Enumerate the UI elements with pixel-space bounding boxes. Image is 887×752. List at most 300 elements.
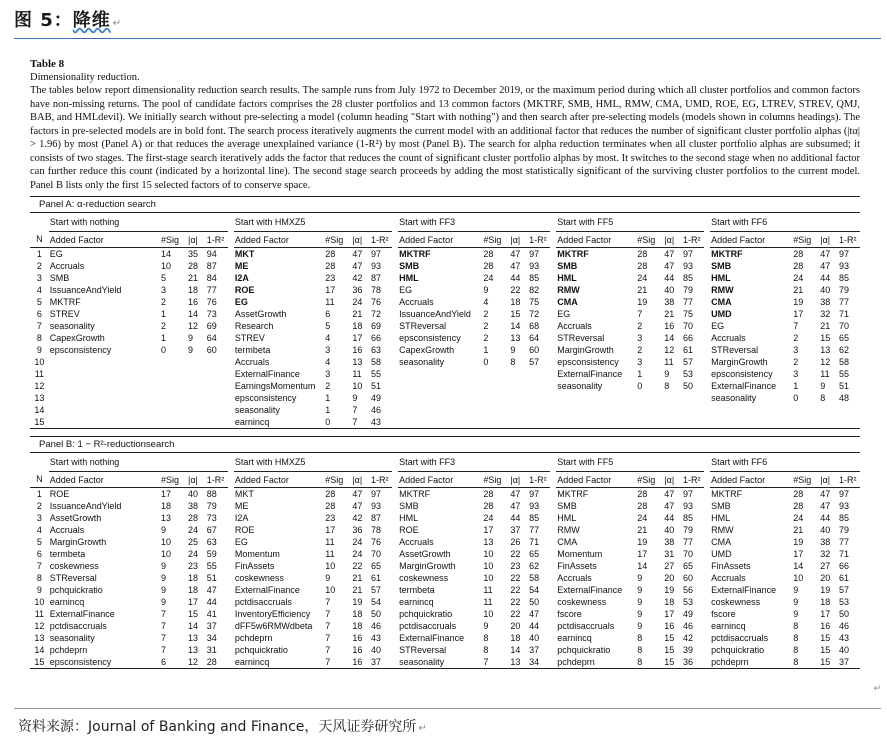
sig-count-cell: 13 xyxy=(483,537,494,547)
alpha-cell: 16 xyxy=(352,345,363,355)
sig-count-cell: 2 xyxy=(325,381,331,391)
sig-count-cell: 9 xyxy=(160,597,166,607)
added-factor-cell: AssetGrowth xyxy=(234,309,287,319)
group-header-row xyxy=(30,453,860,472)
col-header-alpha: |α| xyxy=(662,472,681,488)
sig-count-cell: 1 xyxy=(483,345,489,355)
sig-count-cell: 3 xyxy=(637,333,643,343)
added-factor-cell: STReversal xyxy=(557,333,605,343)
alpha-cell: 7 xyxy=(352,417,358,427)
r2-cell: 40 xyxy=(529,633,540,643)
added-factor-cell: fscore xyxy=(711,609,736,619)
alpha-cell: 18 xyxy=(510,297,521,307)
added-factor-cell: CapexGrowth xyxy=(49,333,105,343)
header-divider xyxy=(14,38,881,39)
r2-cell: 97 xyxy=(838,489,849,499)
r2-cell: 72 xyxy=(371,309,382,319)
sig-count-cell xyxy=(159,416,186,429)
table-row xyxy=(30,248,860,261)
added-factor-cell: ROE xyxy=(234,285,255,295)
col-header-sig: #Sig xyxy=(791,472,818,488)
alpha-cell: 47 xyxy=(352,489,363,499)
sig-count-cell: 9 xyxy=(160,585,166,595)
sig-count-cell: 9 xyxy=(160,561,166,571)
sig-count-cell: 1 xyxy=(160,309,166,319)
added-factor-cell: EarningsMomentum xyxy=(234,381,316,391)
figure-title xyxy=(14,10,111,31)
alpha-cell: 18 xyxy=(510,633,521,643)
sig-count-cell: 7 xyxy=(325,657,331,667)
sig-count-cell: 10 xyxy=(160,549,171,559)
r2-cell: 60 xyxy=(529,345,540,355)
sig-count-cell: 8 xyxy=(483,633,489,643)
alpha-cell: 16 xyxy=(664,321,675,331)
added-factor-cell: MKTRF xyxy=(557,249,589,259)
alpha-cell: 44 xyxy=(820,513,831,523)
r2-cell: 28 xyxy=(206,657,217,667)
added-factor-cell: pchdeprn xyxy=(711,657,749,667)
col-header-r2: 1-R² xyxy=(205,472,228,488)
alpha-cell: 9 xyxy=(664,369,670,379)
alpha-cell: 18 xyxy=(352,609,363,619)
r2-cell: 93 xyxy=(838,261,849,271)
col-header-r2: 1-R² xyxy=(837,232,860,248)
r2-cell xyxy=(205,380,228,392)
alpha-cell: 47 xyxy=(664,501,675,511)
added-factor-cell: MarginGrowth xyxy=(557,345,614,355)
r2-cell: 79 xyxy=(838,525,849,535)
added-factor-cell: termbeta xyxy=(399,585,435,595)
r2-cell: 58 xyxy=(371,357,382,367)
added-factor-cell xyxy=(710,404,791,416)
added-factor-cell: pchdeprn xyxy=(234,633,273,643)
alpha-cell xyxy=(508,368,527,380)
table-bottom-rule xyxy=(30,429,860,431)
r2-cell: 51 xyxy=(371,381,382,391)
added-factor-cell: EG xyxy=(49,249,63,259)
alpha-cell: 16 xyxy=(352,657,363,667)
r2-cell: 97 xyxy=(371,489,382,499)
col-header-sig: #Sig xyxy=(323,232,350,248)
added-factor-cell: ExternalFinance xyxy=(234,369,300,379)
col-header-added-factor: Added Factor xyxy=(234,472,323,488)
added-factor-cell: pchquickratio xyxy=(557,645,611,655)
alpha-cell: 15 xyxy=(820,645,831,655)
sig-count-cell: 23 xyxy=(325,513,336,523)
added-factor-cell: pctdisaccruals xyxy=(557,621,615,631)
group-header: Start with FF5 xyxy=(556,453,704,472)
row-number: 13 xyxy=(34,393,45,403)
sig-count-cell: 2 xyxy=(483,309,489,319)
r2-cell: 66 xyxy=(371,333,382,343)
column-header-row xyxy=(30,232,860,248)
r2-cell: 55 xyxy=(371,369,382,379)
r2-cell: 51 xyxy=(838,381,849,391)
sig-count-cell xyxy=(159,392,186,404)
table-row xyxy=(30,344,860,356)
sig-count-cell: 6 xyxy=(160,657,166,667)
alpha-cell: 24 xyxy=(352,537,363,547)
added-factor-cell: RMW xyxy=(711,525,734,535)
r2-cell: 85 xyxy=(838,273,849,283)
r2-cell: 77 xyxy=(838,297,849,307)
sig-count-cell xyxy=(791,416,818,429)
alpha-cell xyxy=(186,380,205,392)
sig-count-cell: 11 xyxy=(483,585,493,595)
sig-count-cell: 0 xyxy=(637,381,643,391)
row-number: 7 xyxy=(36,321,42,331)
r2-cell: 39 xyxy=(683,645,694,655)
alpha-cell: 44 xyxy=(820,273,831,283)
table-label: Table 8 xyxy=(30,58,65,70)
r2-cell: 64 xyxy=(206,333,217,343)
alpha-cell: 22 xyxy=(510,285,521,295)
added-factor-cell: SMB xyxy=(399,501,419,511)
r2-cell: 46 xyxy=(683,621,694,631)
alpha-cell: 14 xyxy=(510,321,521,331)
added-factor-cell: ROE xyxy=(49,489,70,499)
panel-b xyxy=(30,436,860,670)
r2-cell: 77 xyxy=(838,537,849,547)
added-factor-cell: epsconsistency xyxy=(49,657,112,667)
added-factor-cell: AssetGrowth xyxy=(399,549,451,559)
added-factor-cell xyxy=(556,416,635,429)
col-header-sig: #Sig xyxy=(323,472,350,488)
alpha-cell: 15 xyxy=(664,657,675,667)
table-row xyxy=(30,332,860,344)
sig-count-cell: 10 xyxy=(793,573,804,583)
group-header: Start with FF6 xyxy=(710,213,860,232)
alpha-cell: 12 xyxy=(187,321,198,331)
sig-count-cell: 1 xyxy=(160,333,166,343)
sig-count-cell xyxy=(791,404,818,416)
added-factor-cell: MKTRF xyxy=(557,489,589,499)
added-factor-cell: Accruals xyxy=(557,573,592,583)
r2-cell: 44 xyxy=(529,621,540,631)
added-factor-cell: epsconsistency xyxy=(234,393,297,403)
sig-count-cell: 8 xyxy=(637,645,643,655)
r2-cell: 77 xyxy=(683,537,694,547)
added-factor-cell: STREV xyxy=(49,309,80,319)
added-factor-cell: seasonality xyxy=(711,393,757,403)
r2-cell: 97 xyxy=(683,489,694,499)
sig-count-cell xyxy=(481,380,508,392)
sig-count-cell: 19 xyxy=(793,537,804,547)
col-header-sig: #Sig xyxy=(159,472,186,488)
row-number: 15 xyxy=(34,417,45,427)
r2-cell: 85 xyxy=(529,273,540,283)
alpha-cell xyxy=(508,416,527,429)
alpha-cell: 14 xyxy=(187,309,198,319)
r2-cell: 70 xyxy=(683,549,694,559)
alpha-cell: 22 xyxy=(352,561,363,571)
row-number: 3 xyxy=(36,513,42,523)
added-factor-cell xyxy=(49,404,159,416)
sig-count-cell: 1 xyxy=(637,369,643,379)
added-factor-cell: Momentum xyxy=(557,549,603,559)
r2-cell: 54 xyxy=(529,585,540,595)
r2-cell: 57 xyxy=(838,585,849,595)
added-factor-cell: CMA xyxy=(557,537,578,547)
r2-cell: 93 xyxy=(371,501,382,511)
added-factor-cell: pchdeprn xyxy=(49,645,88,655)
added-factor-cell xyxy=(556,392,635,404)
sig-count-cell: 10 xyxy=(483,549,494,559)
col-header-added-factor: Added Factor xyxy=(556,232,635,248)
added-factor-cell: AssetGrowth xyxy=(49,513,102,523)
added-factor-cell xyxy=(49,392,159,404)
col-header-added-factor: Added Factor xyxy=(234,232,323,248)
alpha-cell: 47 xyxy=(820,261,831,271)
col-header-added-factor: Added Factor xyxy=(556,472,635,488)
alpha-cell: 24 xyxy=(352,297,363,307)
col-header-sig: #Sig xyxy=(635,472,662,488)
r2-cell: 77 xyxy=(529,525,540,535)
added-factor-cell: earnincq xyxy=(49,597,85,607)
sig-count-cell: 7 xyxy=(160,609,166,619)
added-factor-cell: ExternalFinance xyxy=(711,381,777,391)
added-factor-cell: STREV xyxy=(234,333,265,343)
alpha-cell xyxy=(508,392,527,404)
r2-cell: 85 xyxy=(529,513,540,523)
alpha-cell: 7 xyxy=(352,405,358,415)
pilcrow-mark: ↵ xyxy=(418,723,427,734)
r2-cell xyxy=(837,404,860,416)
sig-count-cell: 17 xyxy=(160,489,171,499)
sig-count-cell: 28 xyxy=(637,501,648,511)
table-row xyxy=(30,368,860,380)
alpha-cell: 27 xyxy=(664,561,675,571)
sig-count-cell: 9 xyxy=(637,621,643,631)
sig-count-cell: 9 xyxy=(793,609,799,619)
r2-cell: 71 xyxy=(529,537,540,547)
alpha-cell: 16 xyxy=(187,297,198,307)
alpha-cell: 24 xyxy=(352,549,363,559)
sig-count-cell: 7 xyxy=(793,321,799,331)
sig-count-cell: 7 xyxy=(637,309,643,319)
r2-cell xyxy=(527,404,550,416)
added-factor-cell: pctdisaccruals xyxy=(711,633,769,643)
alpha-cell: 11 xyxy=(352,369,362,379)
added-factor-cell: SMB xyxy=(557,261,578,271)
added-factor-cell: Research xyxy=(234,321,274,331)
added-factor-cell: pchquickratio xyxy=(711,645,765,655)
r2-cell xyxy=(681,392,704,404)
alpha-cell: 44 xyxy=(510,513,521,523)
alpha-cell: 14 xyxy=(510,645,521,655)
alpha-cell: 16 xyxy=(352,645,363,655)
alpha-cell: 32 xyxy=(820,549,831,559)
sig-count-cell: 1 xyxy=(325,405,331,415)
r2-cell: 73 xyxy=(206,309,217,319)
r2-cell: 78 xyxy=(371,525,382,535)
alpha-cell: 21 xyxy=(352,309,363,319)
r2-cell: 79 xyxy=(683,285,694,295)
row-number: 15 xyxy=(34,657,45,667)
sig-count-cell: 7 xyxy=(325,633,331,643)
alpha-cell xyxy=(186,416,205,429)
r2-cell: 50 xyxy=(371,609,382,619)
r2-cell: 68 xyxy=(529,321,540,331)
sig-count-cell: 28 xyxy=(793,489,804,499)
table-row xyxy=(30,272,860,284)
r2-cell: 58 xyxy=(529,573,540,583)
added-factor-cell: CMA xyxy=(711,537,732,547)
added-factor-cell: coskewness xyxy=(711,597,761,607)
sig-count-cell: 10 xyxy=(325,561,336,571)
added-factor-cell: pchquickratio xyxy=(49,585,103,595)
sig-count-cell: 9 xyxy=(793,597,799,607)
group-header: Start with HMXZ5 xyxy=(234,453,392,472)
r2-cell xyxy=(205,356,228,368)
alpha-cell: 18 xyxy=(820,597,831,607)
table-bottom-rule xyxy=(30,669,860,671)
r2-cell: 77 xyxy=(206,285,217,295)
added-factor-cell: MKTRF xyxy=(399,249,431,259)
added-factor-cell: ME xyxy=(234,501,249,511)
alpha-cell: 15 xyxy=(510,309,521,319)
added-factor-cell: Accruals xyxy=(557,321,592,331)
r2-cell: 87 xyxy=(206,261,217,271)
sig-count-cell: 8 xyxy=(637,633,643,643)
added-factor-cell: CapexGrowth xyxy=(399,345,455,355)
sig-count-cell: 18 xyxy=(160,501,171,511)
added-factor-cell: Accruals xyxy=(49,261,85,271)
r2-cell xyxy=(205,404,228,416)
group-header: Start with FF3 xyxy=(398,213,550,232)
r2-cell: 78 xyxy=(371,285,382,295)
alpha-cell xyxy=(662,404,681,416)
sig-count-cell: 0 xyxy=(325,417,331,427)
alpha-cell: 17 xyxy=(187,597,198,607)
sig-count-cell: 28 xyxy=(483,489,494,499)
figure-header xyxy=(14,6,887,36)
added-factor-cell: coskewness xyxy=(234,573,284,583)
added-factor-cell: HML xyxy=(399,273,419,283)
sig-count-cell xyxy=(481,392,508,404)
sig-count-cell: 2 xyxy=(160,297,166,307)
table-row xyxy=(30,608,860,620)
sig-count-cell: 10 xyxy=(325,585,336,595)
sig-count-cell: 7 xyxy=(483,657,489,667)
added-factor-cell: epsconsistency xyxy=(399,333,461,343)
added-factor-cell: HML xyxy=(399,513,419,523)
sig-count-cell: 3 xyxy=(160,285,166,295)
r2-cell: 76 xyxy=(206,297,217,307)
sig-count-cell xyxy=(159,368,186,380)
alpha-cell: 40 xyxy=(820,285,831,295)
alpha-cell: 16 xyxy=(352,633,363,643)
added-factor-cell: termbeta xyxy=(49,549,86,559)
row-number: 9 xyxy=(36,345,42,355)
alpha-cell: 17 xyxy=(664,609,675,619)
r2-cell: 55 xyxy=(206,561,217,571)
table-row xyxy=(30,512,860,524)
r2-cell: 93 xyxy=(371,261,382,271)
sig-count-cell: 28 xyxy=(325,489,336,499)
r2-cell: 66 xyxy=(838,561,849,571)
sig-count-cell: 23 xyxy=(325,273,336,283)
table-row xyxy=(30,404,860,416)
row-number: 10 xyxy=(34,357,45,367)
sig-count-cell: 28 xyxy=(325,501,336,511)
r2-cell: 75 xyxy=(683,309,694,319)
sig-count-cell: 28 xyxy=(637,249,648,259)
sig-count-cell: 1 xyxy=(793,381,799,391)
sig-count-cell: 1 xyxy=(325,393,331,403)
row-number: 1 xyxy=(36,489,42,499)
added-factor-cell: Accruals xyxy=(711,573,746,583)
sig-count-cell: 14 xyxy=(160,249,171,259)
added-factor-cell: coskewness xyxy=(399,573,449,583)
sig-count-cell: 5 xyxy=(160,273,166,283)
row-number: 2 xyxy=(36,501,42,511)
row-number: 4 xyxy=(36,285,42,295)
group-header-row xyxy=(30,213,860,232)
r2-cell: 43 xyxy=(371,417,382,427)
r2-cell xyxy=(837,416,860,429)
r2-cell: 34 xyxy=(529,657,540,667)
sig-count-cell: 9 xyxy=(637,609,643,619)
r2-cell: 71 xyxy=(838,549,849,559)
r2-cell: 49 xyxy=(371,393,382,403)
alpha-cell: 20 xyxy=(820,573,831,583)
row-number: 13 xyxy=(34,633,45,643)
added-factor-cell: seasonality xyxy=(49,633,95,643)
r2-cell: 79 xyxy=(683,525,694,535)
alpha-cell: 47 xyxy=(664,249,675,259)
added-factor-cell: HML xyxy=(557,273,577,283)
added-factor-cell: MarginGrowth xyxy=(711,357,768,367)
r2-cell: 60 xyxy=(206,345,217,355)
r2-cell: 54 xyxy=(371,597,382,607)
alpha-cell xyxy=(508,380,527,392)
r2-cell: 47 xyxy=(206,585,217,595)
alpha-cell: 36 xyxy=(352,285,363,295)
r2-cell xyxy=(205,416,228,429)
added-factor-cell: MKT xyxy=(234,489,254,499)
added-factor-cell: ExternalFinance xyxy=(49,609,115,619)
sig-count-cell: 11 xyxy=(483,597,493,607)
added-factor-cell: Accruals xyxy=(399,537,434,547)
sig-count-cell: 24 xyxy=(793,273,804,283)
col-header-alpha: |α| xyxy=(508,232,527,248)
alpha-cell: 31 xyxy=(664,549,675,559)
alpha-cell: 47 xyxy=(352,261,363,271)
added-factor-cell: MarginGrowth xyxy=(399,561,456,571)
added-factor-cell: pchquickratio xyxy=(399,609,453,619)
alpha-cell: 21 xyxy=(820,321,831,331)
alpha-cell: 13 xyxy=(510,333,521,343)
sig-count-cell: 24 xyxy=(483,513,494,523)
row-number: 12 xyxy=(34,381,45,391)
r2-cell: 84 xyxy=(206,273,217,283)
alpha-cell xyxy=(508,404,527,416)
added-factor-cell xyxy=(49,380,159,392)
table-row xyxy=(30,536,860,548)
r2-cell: 55 xyxy=(838,369,849,379)
added-factor-cell: EG xyxy=(399,285,413,295)
table-row xyxy=(30,296,860,308)
alpha-cell: 9 xyxy=(187,333,193,343)
alpha-cell: 44 xyxy=(664,273,675,283)
sig-count-cell: 2 xyxy=(483,333,489,343)
col-header-alpha: |α| xyxy=(508,472,527,488)
alpha-cell: 47 xyxy=(510,249,521,259)
alpha-cell: 47 xyxy=(664,489,675,499)
added-factor-cell: EG xyxy=(234,537,248,547)
sig-count-cell: 3 xyxy=(325,345,331,355)
